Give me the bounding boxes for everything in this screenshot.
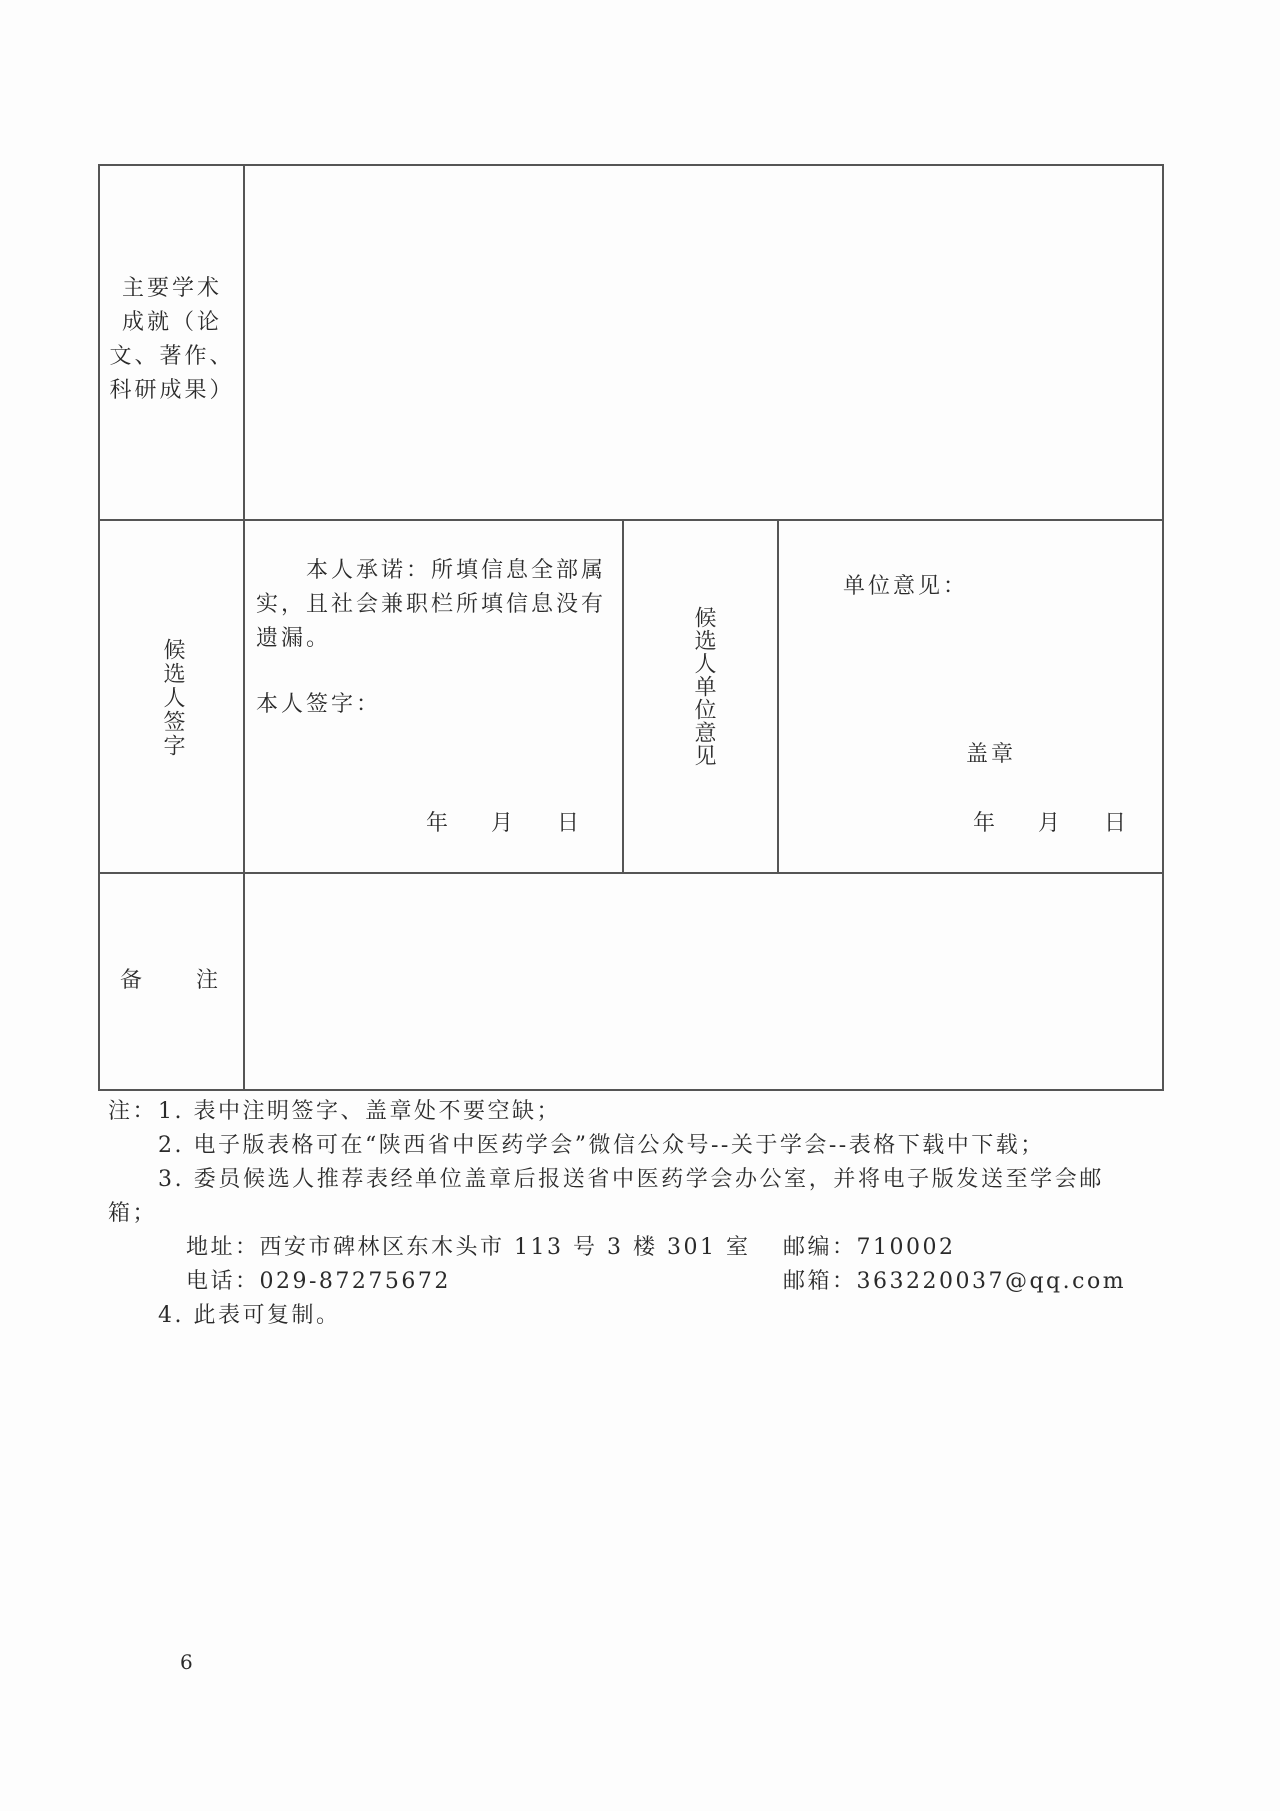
table-border-bottom	[98, 1089, 1164, 1091]
postcode: 邮编：710002	[783, 1235, 956, 1260]
notes-prefix: 注：	[108, 1099, 158, 1124]
label-line: 文、著作、	[109, 344, 235, 369]
candidate-signature-label: 候选人签字	[160, 638, 185, 758]
date-day: 日	[557, 811, 583, 836]
achievements-field[interactable]	[245, 166, 1161, 518]
pledge-text	[256, 554, 616, 656]
note-item-2: 2. 电子版表格可在“陕西省中医药学会”微信公众号--关于学会--表格下载中下载；	[158, 1133, 1045, 1158]
label-line: 主要学术	[121, 276, 222, 301]
label-line: 科研成果）	[109, 378, 235, 403]
table-border-left	[98, 164, 100, 1091]
date-month: 月	[1038, 811, 1064, 836]
note-item-4: 4. 此表可复制。	[158, 1303, 341, 1328]
label-line: 成就（论	[121, 310, 222, 335]
pledge-line: 本人承诺：所填信息全部属	[306, 558, 607, 583]
unit-opinion-label: 单位意见：	[843, 574, 969, 599]
column-divider	[777, 519, 779, 874]
remarks-label-char2: 注	[196, 968, 222, 993]
date-day: 日	[1104, 811, 1130, 836]
note-item-1: 1. 表中注明签字、盖章处不要空缺；	[158, 1099, 561, 1124]
pledge-line: 实，且社会兼职栏所填信息没有	[256, 592, 607, 617]
achievements-label	[104, 272, 240, 408]
note-item-3-cont: 箱；	[108, 1201, 158, 1226]
email: 邮箱：363220037@qq.com	[783, 1269, 1127, 1294]
column-divider	[622, 519, 624, 874]
phone: 电话：029-87275672	[186, 1269, 451, 1294]
remarks-label-char1: 备	[120, 968, 146, 993]
date-year: 年	[426, 811, 452, 836]
row-divider	[98, 519, 1164, 521]
pledge-line: 遗漏。	[256, 626, 332, 651]
note-item-3: 3. 委员候选人推荐表经单位盖章后报送省中医药学会办公室，并将电子版发送至学会邮	[158, 1167, 1104, 1192]
seal-label: 盖章	[966, 742, 1017, 767]
table-border-right	[1162, 164, 1164, 1091]
signature-label: 本人签字：	[256, 692, 382, 717]
unit-opinion-side-label: 候选人单位意见	[691, 606, 716, 767]
date-year: 年	[973, 811, 999, 836]
date-month: 月	[491, 811, 517, 836]
address: 地址：西安市碑林区东木头市 113 号 3 楼 301 室	[186, 1235, 751, 1260]
page-number: 6	[180, 1650, 193, 1674]
remarks-field[interactable]	[245, 874, 1161, 1088]
